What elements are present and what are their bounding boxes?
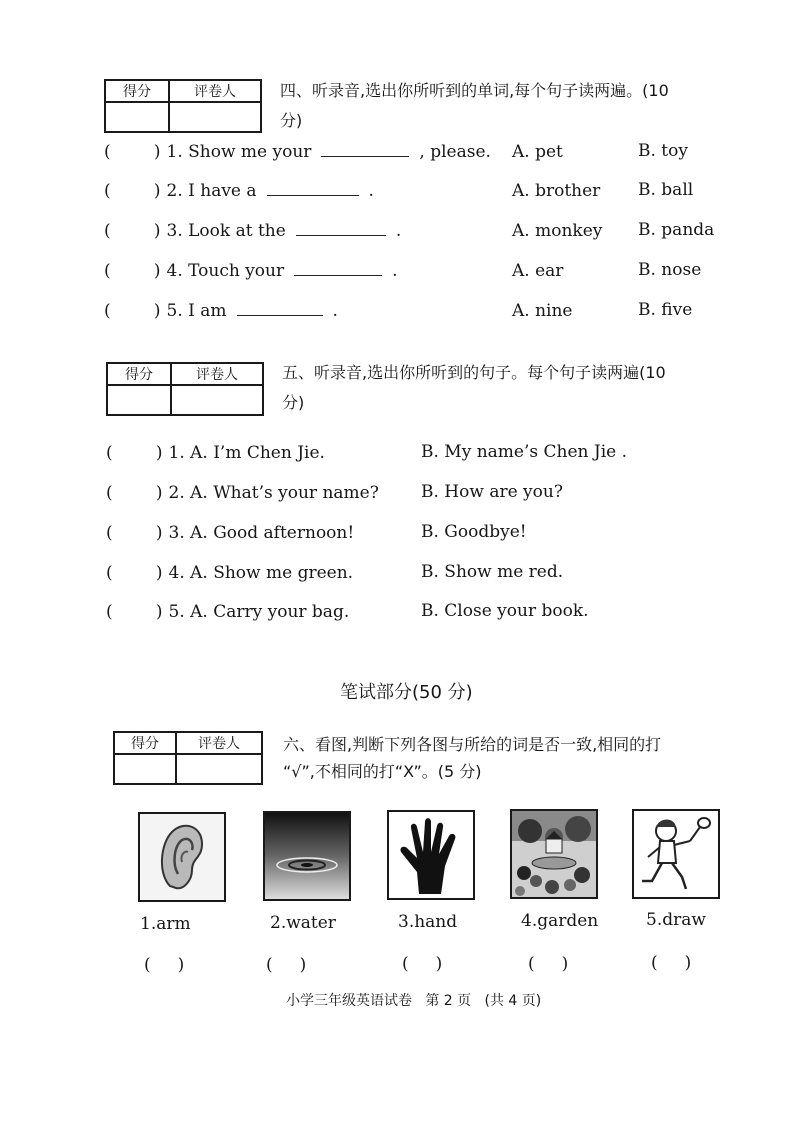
score-header: 得分	[114, 732, 176, 754]
score-table-5	[106, 362, 264, 416]
question-text-end: .	[392, 261, 398, 281]
question-text: 1. Show me your	[166, 142, 312, 162]
section-4-question	[104, 181, 374, 201]
score-cell[interactable]	[114, 754, 176, 784]
option-a: A. pet	[512, 142, 563, 162]
option-b: B. nose	[638, 260, 702, 280]
picture-word-label: 5.draw	[646, 910, 706, 930]
option-b: B. ball	[638, 180, 694, 200]
water-drop-picture	[263, 811, 351, 901]
option-b: B. Show me red.	[421, 562, 564, 582]
picture-word-label: 1.arm	[140, 914, 191, 934]
ear-picture	[138, 812, 226, 902]
score-cell[interactable]	[107, 385, 171, 415]
hand-picture	[387, 810, 475, 900]
option-a: 2. A. What’s your name?	[168, 483, 379, 503]
option-b: B. toy	[638, 141, 688, 161]
answer-parentheses[interactable]: ( )	[144, 955, 185, 975]
option-a: A. ear	[512, 261, 564, 281]
section-4-question	[104, 301, 338, 321]
grader-header: 评卷人	[171, 363, 263, 385]
page-footer: 小学三年级英语试卷 第 2 页 (共 4 页)	[286, 993, 542, 1009]
score-table-6	[113, 731, 263, 785]
fill-in-blank[interactable]	[237, 314, 323, 316]
section-4-question	[104, 221, 401, 241]
grader-header: 评卷人	[176, 732, 262, 754]
question-text-end: .	[395, 221, 402, 241]
answer-parentheses[interactable]: ( )	[104, 221, 161, 241]
option-a: 3. A. Good afternoon!	[168, 523, 355, 543]
option-b: B. Close your book.	[421, 601, 589, 621]
picture-word-label: 3.hand	[398, 912, 458, 932]
section-5-title: 五、听录音,选出你所听到的句子。每个句子读两遍(10 分)	[282, 363, 666, 412]
answer-parentheses[interactable]: ( )	[106, 523, 163, 543]
picture-word-label: 2.water	[270, 913, 336, 933]
picture-word-label: 4.garden	[521, 911, 599, 931]
option-a: 5. A. Carry your bag.	[168, 602, 350, 622]
option-a: A. brother	[512, 181, 601, 201]
section-6-title: 六、看图,判断下列各图与所给的词是否一致,相同的打 “√”,不相同的打“X”。(5 分)	[283, 735, 662, 781]
answer-parentheses[interactable]: ( )	[106, 443, 163, 463]
question-text-end: .	[332, 301, 338, 321]
answer-parentheses[interactable]: ( )	[104, 301, 161, 321]
answer-parentheses[interactable]: ( )	[106, 563, 163, 583]
grader-cell[interactable]	[176, 754, 262, 784]
question-text: 2. I have a	[166, 181, 257, 201]
section-5-question	[106, 563, 353, 583]
answer-parentheses[interactable]: ( )	[104, 142, 161, 162]
garden-picture	[510, 809, 598, 899]
option-a: A. nine	[512, 301, 573, 321]
option-b: B. Goodbye!	[421, 522, 527, 542]
question-text: 5. I am	[166, 301, 227, 321]
score-cell[interactable]	[105, 102, 169, 132]
section-5-question	[106, 483, 379, 503]
fill-in-blank[interactable]	[294, 274, 382, 276]
question-text-end: , please.	[419, 142, 491, 162]
question-text: 3. Look at the	[166, 221, 286, 241]
grader-cell[interactable]	[169, 102, 261, 132]
fill-in-blank[interactable]	[296, 234, 386, 236]
score-header: 得分	[105, 80, 169, 102]
option-b: B. How are you?	[421, 482, 563, 502]
option-a: 4. A. Show me green.	[168, 563, 354, 583]
answer-parentheses[interactable]: ( )	[104, 181, 161, 201]
answer-parentheses[interactable]: ( )	[402, 954, 443, 974]
score-header: 得分	[107, 363, 171, 385]
question-text-end: .	[368, 181, 374, 201]
section-5-question	[106, 443, 325, 463]
answer-parentheses[interactable]: ( )	[266, 954, 307, 975]
answer-parentheses[interactable]: ( )	[528, 953, 569, 974]
option-b: B. panda	[638, 220, 715, 240]
answer-parentheses[interactable]: ( )	[651, 953, 692, 973]
option-b: B. five	[638, 300, 693, 320]
section-4-question	[104, 142, 491, 162]
boy-playing-badminton-picture	[632, 809, 720, 899]
option-a: A. monkey	[512, 221, 603, 241]
grader-cell[interactable]	[171, 385, 263, 415]
fill-in-blank[interactable]	[321, 155, 409, 157]
answer-parentheses[interactable]: ( )	[106, 602, 163, 622]
option-b: B. My name’s Chen Jie .	[421, 442, 628, 462]
score-table-4	[104, 79, 262, 133]
section-5-question	[106, 523, 354, 543]
option-a: 1. A. I’m Chen Jie.	[168, 443, 325, 463]
fill-in-blank[interactable]	[267, 194, 359, 196]
question-text: 4. Touch your	[166, 261, 285, 281]
section-4-question	[104, 261, 398, 281]
written-section-heading: 笔试部分(50 分)	[340, 682, 473, 703]
section-4-title: 四、听录音,选出你所听到的单词,每个句子读两遍。(10 分)	[280, 81, 669, 130]
answer-parentheses[interactable]: ( )	[106, 483, 163, 503]
section-5-question	[106, 602, 349, 622]
answer-parentheses[interactable]: ( )	[104, 261, 161, 281]
grader-header: 评卷人	[169, 80, 261, 102]
